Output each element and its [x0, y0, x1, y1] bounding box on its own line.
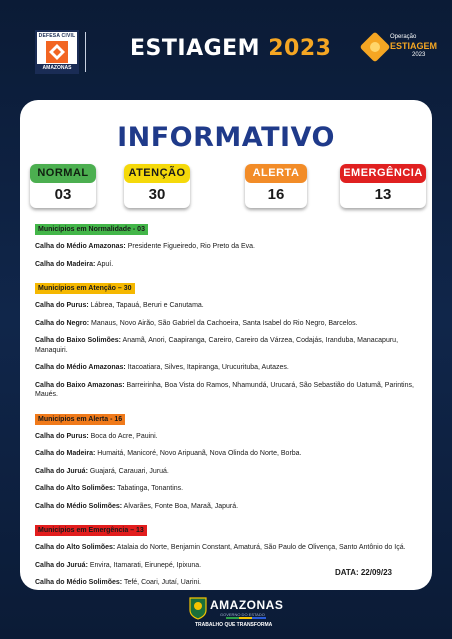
places-text: Manaus, Novo Airão, São Gabriel da Cachoeira, Santa Isabel do Rio Negro, Barcelos. [89, 319, 358, 327]
status-atencao-label: ATENÇÃO [124, 164, 190, 183]
region-label: Calha do Madeira: [35, 450, 96, 457]
list-item [35, 242, 425, 252]
footer [0, 592, 452, 639]
list-item [35, 502, 425, 512]
region-label: Calha do Baixo Solimões: [35, 337, 121, 344]
logo-bottom-text: AMAZONAS [37, 64, 77, 72]
op-small-text: Operação [390, 34, 417, 40]
places-text: Guajará, Carauari, Juruá. [87, 467, 169, 475]
list-item [35, 363, 425, 373]
section-tag-alerta: Municípios em Alerta - 16 [35, 414, 125, 425]
title-main: ESTIAGEM [130, 36, 261, 61]
places-text: Presidente Figueiredo, Rio Preto da Eva. [125, 243, 255, 250]
region-label: Calha do Médio Amazonas: [35, 364, 126, 371]
defesa-civil-logo [35, 30, 79, 74]
places-text: Tefé, Coari, Jutaí, Uarini. [122, 579, 201, 586]
region-label: Calha do Purus: [35, 302, 89, 309]
list-item [35, 449, 425, 459]
municipios-list [35, 218, 425, 596]
informativo-card [20, 100, 432, 590]
footer-slogan: TRABALHO QUE TRANSFORMA [195, 622, 273, 628]
logo-top-text: DEFESA CIVIL [38, 33, 76, 39]
list-item [35, 336, 425, 355]
status-emergencia [340, 164, 426, 208]
list-item [35, 260, 425, 270]
places-text: Humaitá, Manicoré, Novo Aripuanã, Nova Olinda do Norte, Borba. [95, 450, 302, 457]
places-text: Lábrea, Tapauá, Beruri e Canutama. [88, 302, 204, 309]
status-normal [30, 164, 96, 208]
report-date: DATA: 22/09/23 [334, 568, 392, 577]
section-tag-emergencia: Municípios em Emergência – 13 [35, 525, 147, 536]
amazonas-crest-icon [188, 596, 208, 620]
status-normal-label: NORMAL [30, 164, 96, 183]
places-text: Apuí. [95, 260, 114, 268]
defesa-civil-mark-icon [46, 41, 68, 63]
operacao-estiagem-logo [360, 30, 438, 70]
status-atencao-count: 30 [148, 186, 166, 203]
places-text: Anamã, Anori, Caapiranga, Careiro, Careiro da Várzea, Codajás, Iranduba, Manacapuru, Manaquiri. [35, 337, 399, 354]
places-text: Tabatinga, Tonantins. [115, 485, 184, 492]
status-normal-count: 03 [54, 186, 72, 203]
status-emergencia-count: 13 [374, 186, 392, 203]
region-label: Calha do Juruá: [35, 467, 88, 475]
list-item [35, 319, 425, 329]
header-title [130, 36, 331, 61]
region-label: Calha do Purus: [35, 432, 89, 440]
op-year-text: 2023 [412, 52, 426, 58]
places-text: Barreirinha, Boa Vista do Ramos, Nhamundá, Urucará, São Sebastião do Uatumã, Parintins, Maués. [35, 381, 414, 398]
op-sun-icon [370, 42, 380, 52]
places-text: Itacoatiara, Silves, Itapiranga, Urucurituba, Autazes. [125, 364, 289, 371]
list-item [35, 578, 425, 588]
region-label: Calha do Baixo Amazonas: [35, 381, 125, 389]
places-text: Atalaia do Norte, Benjamin Constant, Amaturá, São Paulo de Olivença, Santo Antônio do Içá. [115, 544, 406, 551]
places-text: Boca do Acre, Pauini. [88, 432, 158, 440]
region-label: Calha do Negro: [35, 319, 90, 327]
places-text: Envira, Itamarati, Eirunepé, Ipixuna. [87, 561, 202, 569]
region-label: Calha do Alto Solimões: [35, 544, 116, 551]
status-atencao [124, 164, 190, 208]
footer-state-name: AMAZONAS [210, 598, 284, 612]
list-item [35, 484, 425, 494]
region-label: Calha do Madeira: [35, 260, 96, 268]
card-title: INFORMATIVO [117, 122, 335, 153]
region-label: Calha do Médio Amazonas: [35, 243, 126, 250]
status-alerta-count: 16 [267, 186, 285, 203]
status-alerta [245, 164, 307, 208]
list-item [35, 301, 425, 311]
status-alerta-label: ALERTA [245, 164, 307, 183]
section-tag-normal: Municípios em Normalidade - 03 [35, 224, 148, 235]
list-item [35, 543, 425, 553]
op-name-text: ESTIAGEM [390, 41, 438, 51]
header-divider [85, 32, 86, 72]
footer-subtitle: GOVERNO DO ESTADO [220, 612, 265, 617]
list-item [35, 467, 425, 477]
header [0, 0, 452, 95]
region-label: Calha do Médio Solimões: [35, 579, 123, 586]
region-label: Calha do Alto Solimões: [35, 485, 116, 492]
list-item [35, 381, 425, 400]
list-item [35, 432, 425, 442]
title-year: 2023 [268, 36, 332, 61]
places-text: Alvarães, Fonte Boa, Maraã, Japurá. [122, 502, 239, 510]
footer-stripe [226, 617, 266, 619]
section-tag-atencao: Municípios em Atenção – 30 [35, 283, 135, 294]
region-label: Calha do Médio Solimões: [35, 502, 123, 510]
status-emergencia-label: EMERGÊNCIA [340, 164, 426, 183]
region-label: Calha do Juruá: [35, 561, 88, 569]
